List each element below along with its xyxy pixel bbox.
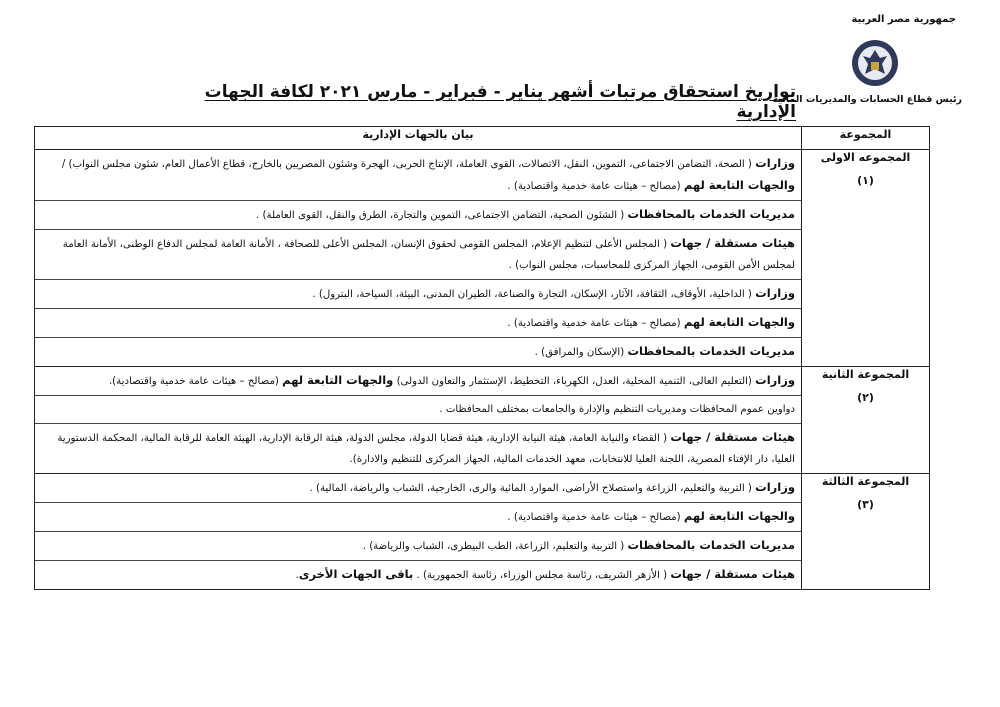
entity-text: ( القضاء والنيابة العامة، هيئة النيابة الإدارية، هيئة قضايا الدولة، مجلس الدولة، هيئة الرقابة الإدارية، الهيئة العامة للرقابة المالية، المحكمة الدستورية العليا، دار الإفتاء المصرية، اللجنة العليا للانتخابات، معهد الخدمات المالية، الجهاز المركزى للتنظيم والادارة). xyxy=(57,433,795,465)
list-item xyxy=(35,230,801,280)
list-item xyxy=(35,532,801,561)
list-item xyxy=(35,561,801,589)
entity-text: (مصالح – هيئات عامة خدمية واقتصادية) . xyxy=(507,318,681,329)
entity-text: (التعليم العالى، التنمية المحلية، العدل، الكهرباء، التخطيط، الإستثمار والتعاون الدولى) xyxy=(396,376,752,387)
entity-text-secondary: . xyxy=(295,570,299,581)
group-cell xyxy=(802,367,930,474)
group-cell xyxy=(802,474,930,590)
entity-text: ( التربية والتعليم، الزراعة واستصلاح الأراضى، الموارد المائية والرى، الخارجية، الشباب والرياضة، المالية) . xyxy=(309,483,752,494)
column-header-statement: بيان بالجهات الإدارية xyxy=(35,127,802,150)
entity-text: ( التربية والتعليم، الزراعة، الطب البيطرى، الشباب والرياضة) . xyxy=(362,541,625,552)
group-number: (٣) xyxy=(857,498,874,511)
list-item xyxy=(35,201,801,230)
entity-label: وزارات xyxy=(755,373,795,387)
document-title: تواريخ استحقاق مرتبات أشهر يناير - فبراير - مارس ٢٠٢١ لكافة الجهات الإدارية xyxy=(204,82,796,122)
list-item xyxy=(35,338,801,366)
entity-label: هيئات مستقلة / جهات xyxy=(670,236,795,250)
entity-text: (مصالح – هيئات عامة خدمية واقتصادية) . xyxy=(507,512,681,523)
group-name: المجموعة الثانية xyxy=(821,368,910,381)
list-item xyxy=(35,367,801,396)
republic-name: جمهورية مصر العربية xyxy=(851,14,956,25)
statement-cell xyxy=(35,150,802,367)
table-row xyxy=(35,150,930,367)
statement-cell xyxy=(35,367,802,474)
entity-text: ( الأزهر الشريف، رئاسة مجلس الوزراء، رئاسة الجمهورية) . xyxy=(416,570,668,581)
column-header-group: المجموعة xyxy=(802,127,930,150)
table-row xyxy=(35,474,930,590)
entity-text: ( الداخلية، الأوقاف، الثقافة، الآثار، الإسكان، التجارة والصناعة، الطيران المدنى، البيئة، السياحة، البترول) . xyxy=(312,289,752,300)
entity-text-secondary: (مصالح – هيئات عامة خدمية واقتصادية) . xyxy=(507,181,681,192)
entity-label-secondary: والجهات التابعة لهم xyxy=(282,373,394,387)
group-number: (١) xyxy=(857,174,874,187)
list-item xyxy=(35,396,801,424)
group-cell xyxy=(802,150,930,367)
entity-label: والجهات التابعة لهم xyxy=(683,315,795,329)
entity-text: ( الصحة، التضامن الاجتماعى، التموين، النقل، الاتصالات، القوى العاملة، الإنتاج الحربى، الهجرة وشئون المصريين بالخارج، قطاع الأعمال العام، شئون مجلس النواب) / xyxy=(61,159,752,170)
entity-label: وزارات xyxy=(755,156,795,170)
group-name: المجموعه الاولى xyxy=(820,151,911,164)
entity-text: ( المجلس الأعلى لتنظيم الإعلام، المجلس القومى لحقوق الإنسان، المجلس الأعلى للصحافة ، الأمانة العامة لمجلس الدفاع الوطنى، الأمانة العامة لمجلس الأمن القومى، الجهاز المركزى للمحاسبات، مجلس النواب) . xyxy=(62,239,795,271)
entity-text: (الإسكان والمرافق) . xyxy=(534,347,625,358)
entity-label: والجهات التابعة لهم xyxy=(683,509,795,523)
entity-label-secondary: والجهات التابعة لهم xyxy=(683,178,795,192)
entity-label: مديريات الخدمات بالمحافظات xyxy=(627,207,795,221)
list-item xyxy=(35,424,801,473)
list-item xyxy=(35,280,801,309)
entity-label: مديريات الخدمات بالمحافظات xyxy=(627,344,795,358)
entity-label: وزارات xyxy=(755,480,795,494)
list-item xyxy=(35,309,801,338)
entity-label: وزارات xyxy=(755,286,795,300)
sector-name: رئيس قطاع الحسابات والمديريات المالية xyxy=(772,94,962,105)
entity-label: مديريات الخدمات بالمحافظات xyxy=(627,538,795,552)
entity-text: ( الشئون الصحية، التضامن الاجتماعى، التموين والتجارة، الطرق والنقل، القوى العاملة) . xyxy=(256,210,625,221)
entity-label: هيئات مستقلة / جهات xyxy=(670,430,795,444)
entity-text-secondary: (مصالح – هيئات عامة خدمية واقتصادية). xyxy=(108,376,279,387)
entity-label: هيئات مستقلة / جهات xyxy=(670,567,795,581)
list-item xyxy=(35,150,801,201)
table-header-row xyxy=(35,127,930,150)
entity-text: دواوين عموم المحافظات ومديريات التنظيم والإدارة والجامعات بمختلف المحافظات . xyxy=(439,404,795,415)
group-name: المجموعة الثالثة xyxy=(821,475,910,488)
entity-label-secondary: باقى الجهات الأخرى xyxy=(298,567,414,581)
list-item xyxy=(35,474,801,503)
emblem-icon xyxy=(850,38,900,88)
list-item xyxy=(35,503,801,532)
group-number: (٢) xyxy=(857,391,874,404)
statement-cell xyxy=(35,474,802,590)
table-row xyxy=(35,367,930,474)
schedule-table xyxy=(34,126,930,590)
